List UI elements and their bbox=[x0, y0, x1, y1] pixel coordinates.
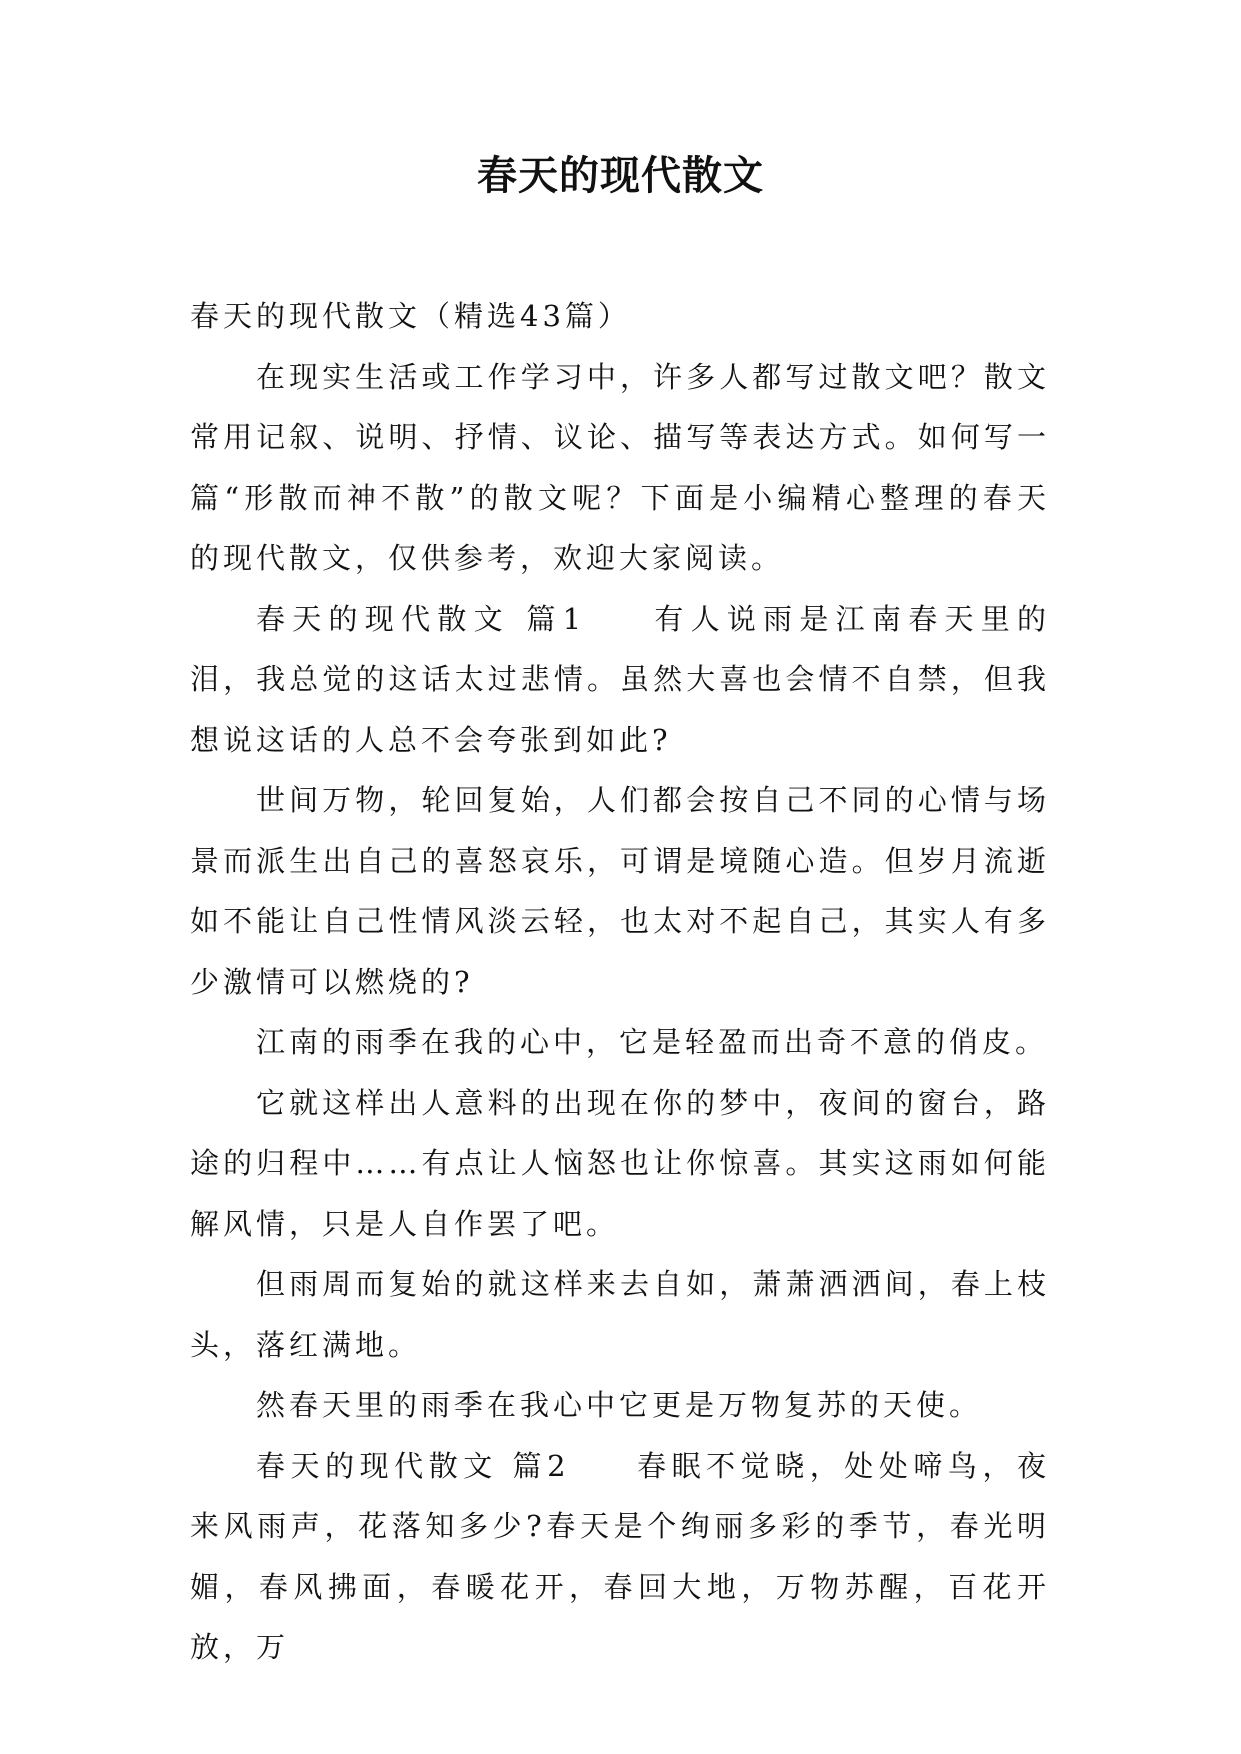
document-body bbox=[190, 286, 1050, 1678]
document-title: 春天的现代散文 bbox=[477, 152, 764, 199]
body-paragraph: 江南的雨季在我的心中，它是轻盈而出奇不意的俏皮。 bbox=[256, 1025, 1049, 1059]
section-1-text: 有人说雨是江南春天里的泪，我总觉的这话太过悲情。虽然大喜也会情不自禁，但我想说这话的人总不会夸张到如此? bbox=[190, 601, 1050, 757]
body-paragraph: 然春天里的雨季在我心中它更是万物复苏的天使。 bbox=[256, 1388, 983, 1422]
section-2-text: 春眠不觉晓，处处啼鸟，夜来风雨声，花落知多少?春天是个绚丽多彩的季节，春光明媚，春风拂面，春暖花开，春回大地，万物苏醒，百花开放，万 bbox=[190, 1448, 1050, 1664]
section-1-paragraph bbox=[190, 589, 1050, 771]
body-paragraph: 但雨周而复始的就这样来去自如，萧萧洒洒间，春上枝头，落红满地。 bbox=[190, 1267, 1050, 1362]
section-2-paragraph bbox=[190, 1436, 1050, 1678]
section-1-heading: 春天的现代散文 篇1 bbox=[256, 601, 586, 636]
body-paragraph: 它就这样出人意料的出现在你的梦中，夜间的窗台，路途的归程中……有点让人恼怒也让你惊喜。其实这雨如何能解风情，只是人自作罢了吧。 bbox=[190, 1085, 1050, 1241]
body-paragraph: 世间万物，轮回复始，人们都会按自己不同的心情与场景而派生出自己的喜怒哀乐，可谓是境随心造。但岁月流逝如不能让自己性情风淡云轻，也太对不起自己，其实人有多少激情可以燃烧的? bbox=[190, 783, 1050, 999]
intro-paragraph: 在现实生活或工作学习中，许多人都写过散文吧？散文常用记叙、说明、抒情、议论、描写等表达方式。如何写一篇“形散而神不散”的散文呢？下面是小编精心整理的春天的现代散文，仅供参考，欢迎大家阅读。 bbox=[190, 359, 1050, 575]
section-2-heading: 春天的现代散文 篇2 bbox=[256, 1448, 570, 1483]
document-subtitle: 春天的现代散文（精选43篇） bbox=[190, 299, 631, 333]
